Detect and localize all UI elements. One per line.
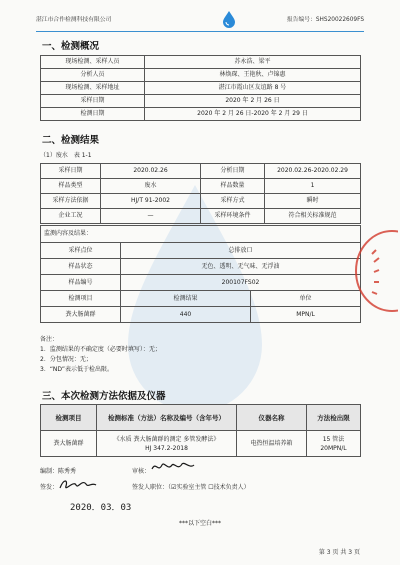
water-drop-logo-icon	[222, 10, 236, 28]
report-number: 报告编号：SHS20022609FS	[286, 17, 364, 23]
notes-title: 备注：	[40, 336, 59, 343]
table-row: 分析人员 林焕琛、王艳秋、卢锦惠	[41, 69, 361, 82]
section-1-title: 一、检测概况	[42, 41, 100, 52]
table-row: 样品状态 无色、透明、无气味、无浮油	[41, 259, 361, 275]
table-row: 采样方法依据 HJ/T 91-2002 采样方式 瞬时	[41, 194, 361, 209]
table-subtitle: （1）废水 表 1-1	[40, 152, 92, 159]
end-marker: ***以下空白***	[178, 520, 221, 527]
authorized-position: 签发人职位：（☑实验室主管 ☐技术负责人）	[132, 484, 250, 491]
page-header	[36, 9, 364, 32]
sample-info-table	[40, 163, 361, 224]
note-3: 3．“ND”表示低于检出限。	[40, 366, 113, 373]
table-row: 粪大肠菌群 《水质 粪大肠菌群的测定 多管发酵法》 HJ 347.2-2018 电热恒温培养箱 15 管法 20MPN/L	[41, 431, 361, 457]
table-row: 企业工况 — 采样环境条件 符合相关标准规范	[41, 209, 361, 224]
reviewer-label: 审核：	[132, 468, 151, 475]
table-row: 检测日期 2020 年 2 月 26 日-2020 年 2 月 29 日	[41, 108, 361, 121]
sign-date: 2020．03．03	[70, 503, 132, 513]
table-header-row: 检测项目 检测结果 单位	[41, 291, 361, 307]
section-2-title: 二、检测结果	[42, 135, 100, 146]
method-table	[40, 404, 361, 457]
table-row: 现场检测、采样地址 湛江市霞山区友谊路 8 号	[41, 82, 361, 95]
official-seal-icon	[352, 228, 398, 314]
table-row: 样品编号 200107FS02	[41, 275, 361, 291]
compiler-label: 编制：陈秀秀	[40, 468, 77, 475]
monitor-title: 监测内容及结果：	[41, 226, 361, 243]
table-row: 样品类型 废水 样品数量 1	[41, 179, 361, 194]
overview-table	[40, 55, 361, 121]
note-1: 1．监测结果的不确定度（必要时填写）：无；	[40, 346, 161, 353]
section-3-title: 三、本次检测方法依据及仪器	[42, 391, 166, 402]
table-row: 采样日期 2020.02.26 分析日期 2020.02.26-2020.02.29	[41, 164, 361, 179]
results-table	[40, 225, 361, 323]
table-row: 现场检测、采样人员 苏永浩、梁平	[41, 56, 361, 69]
reviewer-signature-icon	[150, 459, 196, 475]
table-row	[41, 226, 361, 243]
table-row: 粪大肠菌群 440 MPN/L	[41, 307, 361, 323]
issuer-signature-icon	[58, 476, 98, 492]
table-row: 采样日期 2020 年 2 月 26 日	[41, 95, 361, 108]
table-header-row: 检测项目 检测标准（方法）名称及编号（含年号） 仪器名称 方法检出限	[41, 405, 361, 431]
company-name: 湛江市合作检测科技有限公司	[36, 17, 112, 23]
table-row: 采样点位 总排放口	[41, 243, 361, 259]
page-number: 第 3 页 共 3 页	[318, 549, 360, 556]
issuer-label: 签发：	[40, 484, 59, 491]
note-2: 2．分包情况：无；	[40, 356, 92, 363]
